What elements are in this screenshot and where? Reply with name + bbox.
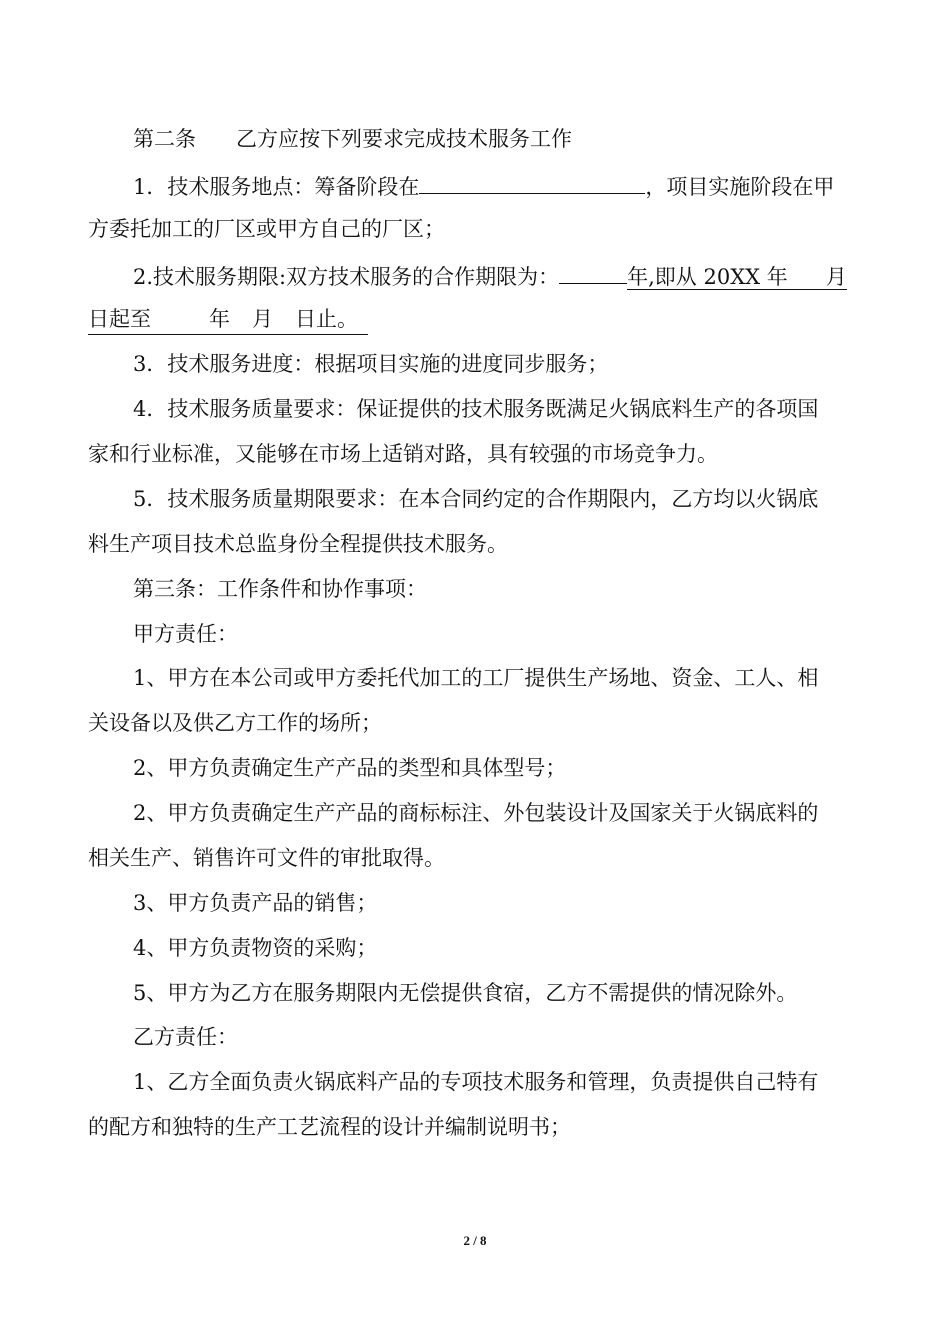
location-blank [419, 169, 645, 194]
article2-item1-line2: 方委托加工的厂区或甲方自己的厂区； [88, 217, 445, 241]
article2-heading-number: 第二条 [133, 127, 196, 151]
end-date-underlined [88, 304, 368, 335]
party-b-item1-line2: 的配方和独特的生产工艺流程的设计并编制说明书； [88, 1115, 571, 1139]
article2-item2-line2 [88, 304, 864, 335]
article2-heading [133, 124, 864, 154]
article2-heading-text: 乙方应按下列要求完成技术服务工作 [236, 127, 572, 151]
article2-item5-line1: 5．技术服务质量期限要求：在本合同约定的合作期限内，乙方均以火锅底 [133, 487, 819, 511]
party-a-item3: 3、甲方负责产品的销售； [133, 891, 378, 915]
item2-text-e: 年 [209, 307, 230, 331]
page-number: 2 / 8 [463, 1233, 487, 1248]
party-a-item2b-line2: 相关生产、销售许可文件的审批取得。 [88, 846, 445, 870]
item2-text-g: 日止。 [295, 307, 358, 331]
party-a-item1-line1: 1、甲方在本公司或甲方委托代加工的工厂提供生产场地、资金、工人、相 [133, 666, 819, 690]
party-b-item1-line1: 1、乙方全面负责火锅底料产品的专项技术服务和管理，负责提供自己特有 [133, 1070, 819, 1094]
party-a-item2b-line1: 2、甲方负责确定生产产品的商标标注、外包装设计及国家关于火锅底料的 [133, 801, 819, 825]
item2-text-d: 日起至 [88, 307, 151, 331]
party-a-item5: 5、甲方为乙方在服务期限内无偿提供食宿，乙方不需提供的情况除外。 [133, 981, 798, 1005]
item2-text-b: 年,即从 20XX 年 [627, 265, 788, 289]
start-date-underlined [627, 265, 847, 290]
item2-text-a: 2.技术服务期限:双方技术服务的合作期限为： [133, 265, 560, 289]
item1-text-b: ，项目实施阶段在甲 [645, 175, 835, 199]
article2-item3: 3．技术服务进度：根据项目实施的进度同步服务； [133, 352, 609, 376]
article2-item5-line2: 料生产项目技术总监身份全程提供技术服务。 [88, 532, 508, 556]
article2-item4-line1: 4．技术服务质量要求：保证提供的技术服务既满足火锅底料生产的各项国 [133, 397, 819, 421]
item2-text-f: 月 [252, 307, 273, 331]
term-years-blank [559, 259, 627, 284]
party-a-item4: 4、甲方负责物资的采购； [133, 936, 378, 960]
article2-item4-line2: 家和行业标准，又能够在市场上适销对路，具有较强的市场竞争力。 [88, 442, 718, 466]
party-a-item1-line2: 关设备以及供乙方工作的场所； [88, 711, 382, 735]
article2-item2-line1 [133, 259, 864, 292]
article2-item1-line1 [133, 169, 864, 202]
party-b-title: 乙方责任： [133, 1025, 238, 1049]
item2-text-c: 月 [825, 265, 847, 289]
article3-heading: 第三条：工作条件和协作事项： [133, 577, 427, 601]
party-a-item2: 2、甲方负责确定生产产品的类型和具体型号； [133, 756, 567, 780]
party-a-title: 甲方责任： [133, 622, 238, 646]
item1-text-a: 1．技术服务地点：筹备阶段在 [133, 175, 420, 199]
